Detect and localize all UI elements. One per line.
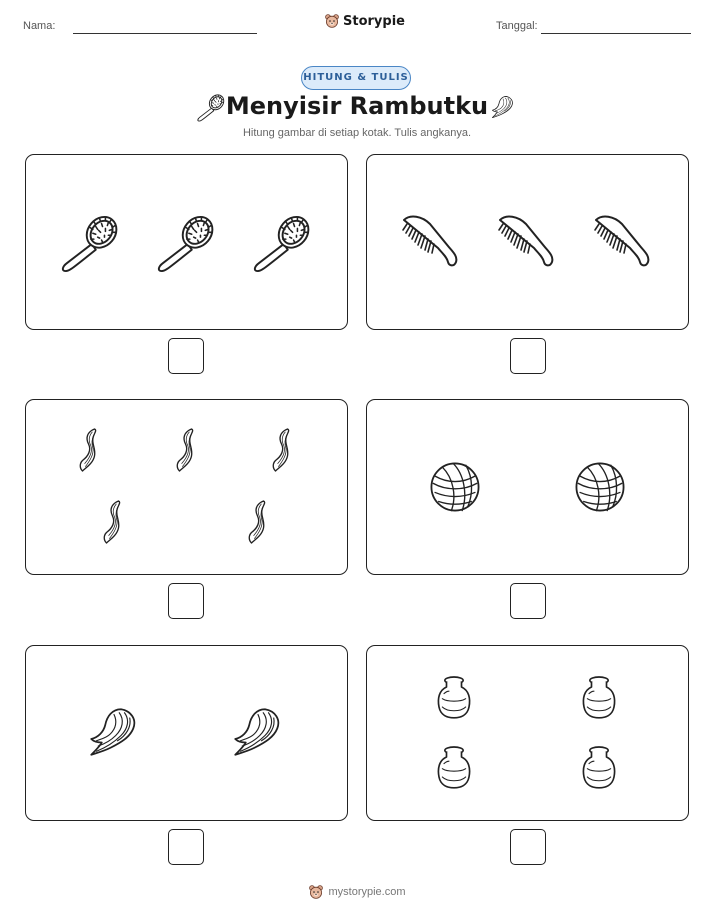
bear-logo-icon <box>308 884 324 900</box>
page-title: Menyisir Rambutku <box>225 92 489 120</box>
hair-strand-icon <box>268 424 298 476</box>
jar-icon <box>434 673 474 721</box>
hair-lock-icon <box>490 92 516 122</box>
hair-strand-icon <box>172 424 202 476</box>
date-label: Tanggal: <box>496 20 538 32</box>
hair-lock-icon <box>230 703 286 761</box>
answer-box-5[interactable] <box>168 829 204 865</box>
answer-box-2[interactable] <box>510 338 546 374</box>
jar-icon <box>434 743 474 791</box>
name-label: Nama: <box>23 20 56 32</box>
counting-panel-6 <box>366 645 689 821</box>
counting-panel-4 <box>366 399 689 575</box>
comb-icon <box>590 210 654 274</box>
hairbrush-icon <box>57 211 119 273</box>
footer <box>0 884 714 900</box>
comb-icon <box>494 210 558 274</box>
brand-logo <box>324 13 405 29</box>
activity-badge: HITUNG & TULIS <box>301 66 411 90</box>
answer-box-6[interactable] <box>510 829 546 865</box>
footer-url[interactable]: mystorypie.com <box>328 886 406 898</box>
hair-strand-icon <box>244 496 274 548</box>
answer-box-3[interactable] <box>168 583 204 619</box>
hair-strand-icon <box>99 496 129 548</box>
hair-strand-icon <box>75 424 105 476</box>
bear-logo-icon <box>324 13 340 29</box>
brand-name: Storypie <box>343 13 405 29</box>
hairbrush-icon <box>249 211 311 273</box>
jar-icon <box>579 743 619 791</box>
counting-panel-5 <box>25 645 348 821</box>
comb-icon <box>398 210 462 274</box>
answer-box-4[interactable] <box>510 583 546 619</box>
jar-icon <box>579 673 619 721</box>
yarn-ball-icon <box>571 458 629 516</box>
answer-box-1[interactable] <box>168 338 204 374</box>
yarn-ball-icon <box>426 458 484 516</box>
page-instructions: Hitung gambar di setiap kotak. Tulis angkanya. <box>242 127 472 139</box>
date-line[interactable] <box>541 33 691 34</box>
hairbrush-icon <box>153 211 215 273</box>
hair-lock-icon <box>86 703 142 761</box>
name-line[interactable] <box>73 33 257 34</box>
